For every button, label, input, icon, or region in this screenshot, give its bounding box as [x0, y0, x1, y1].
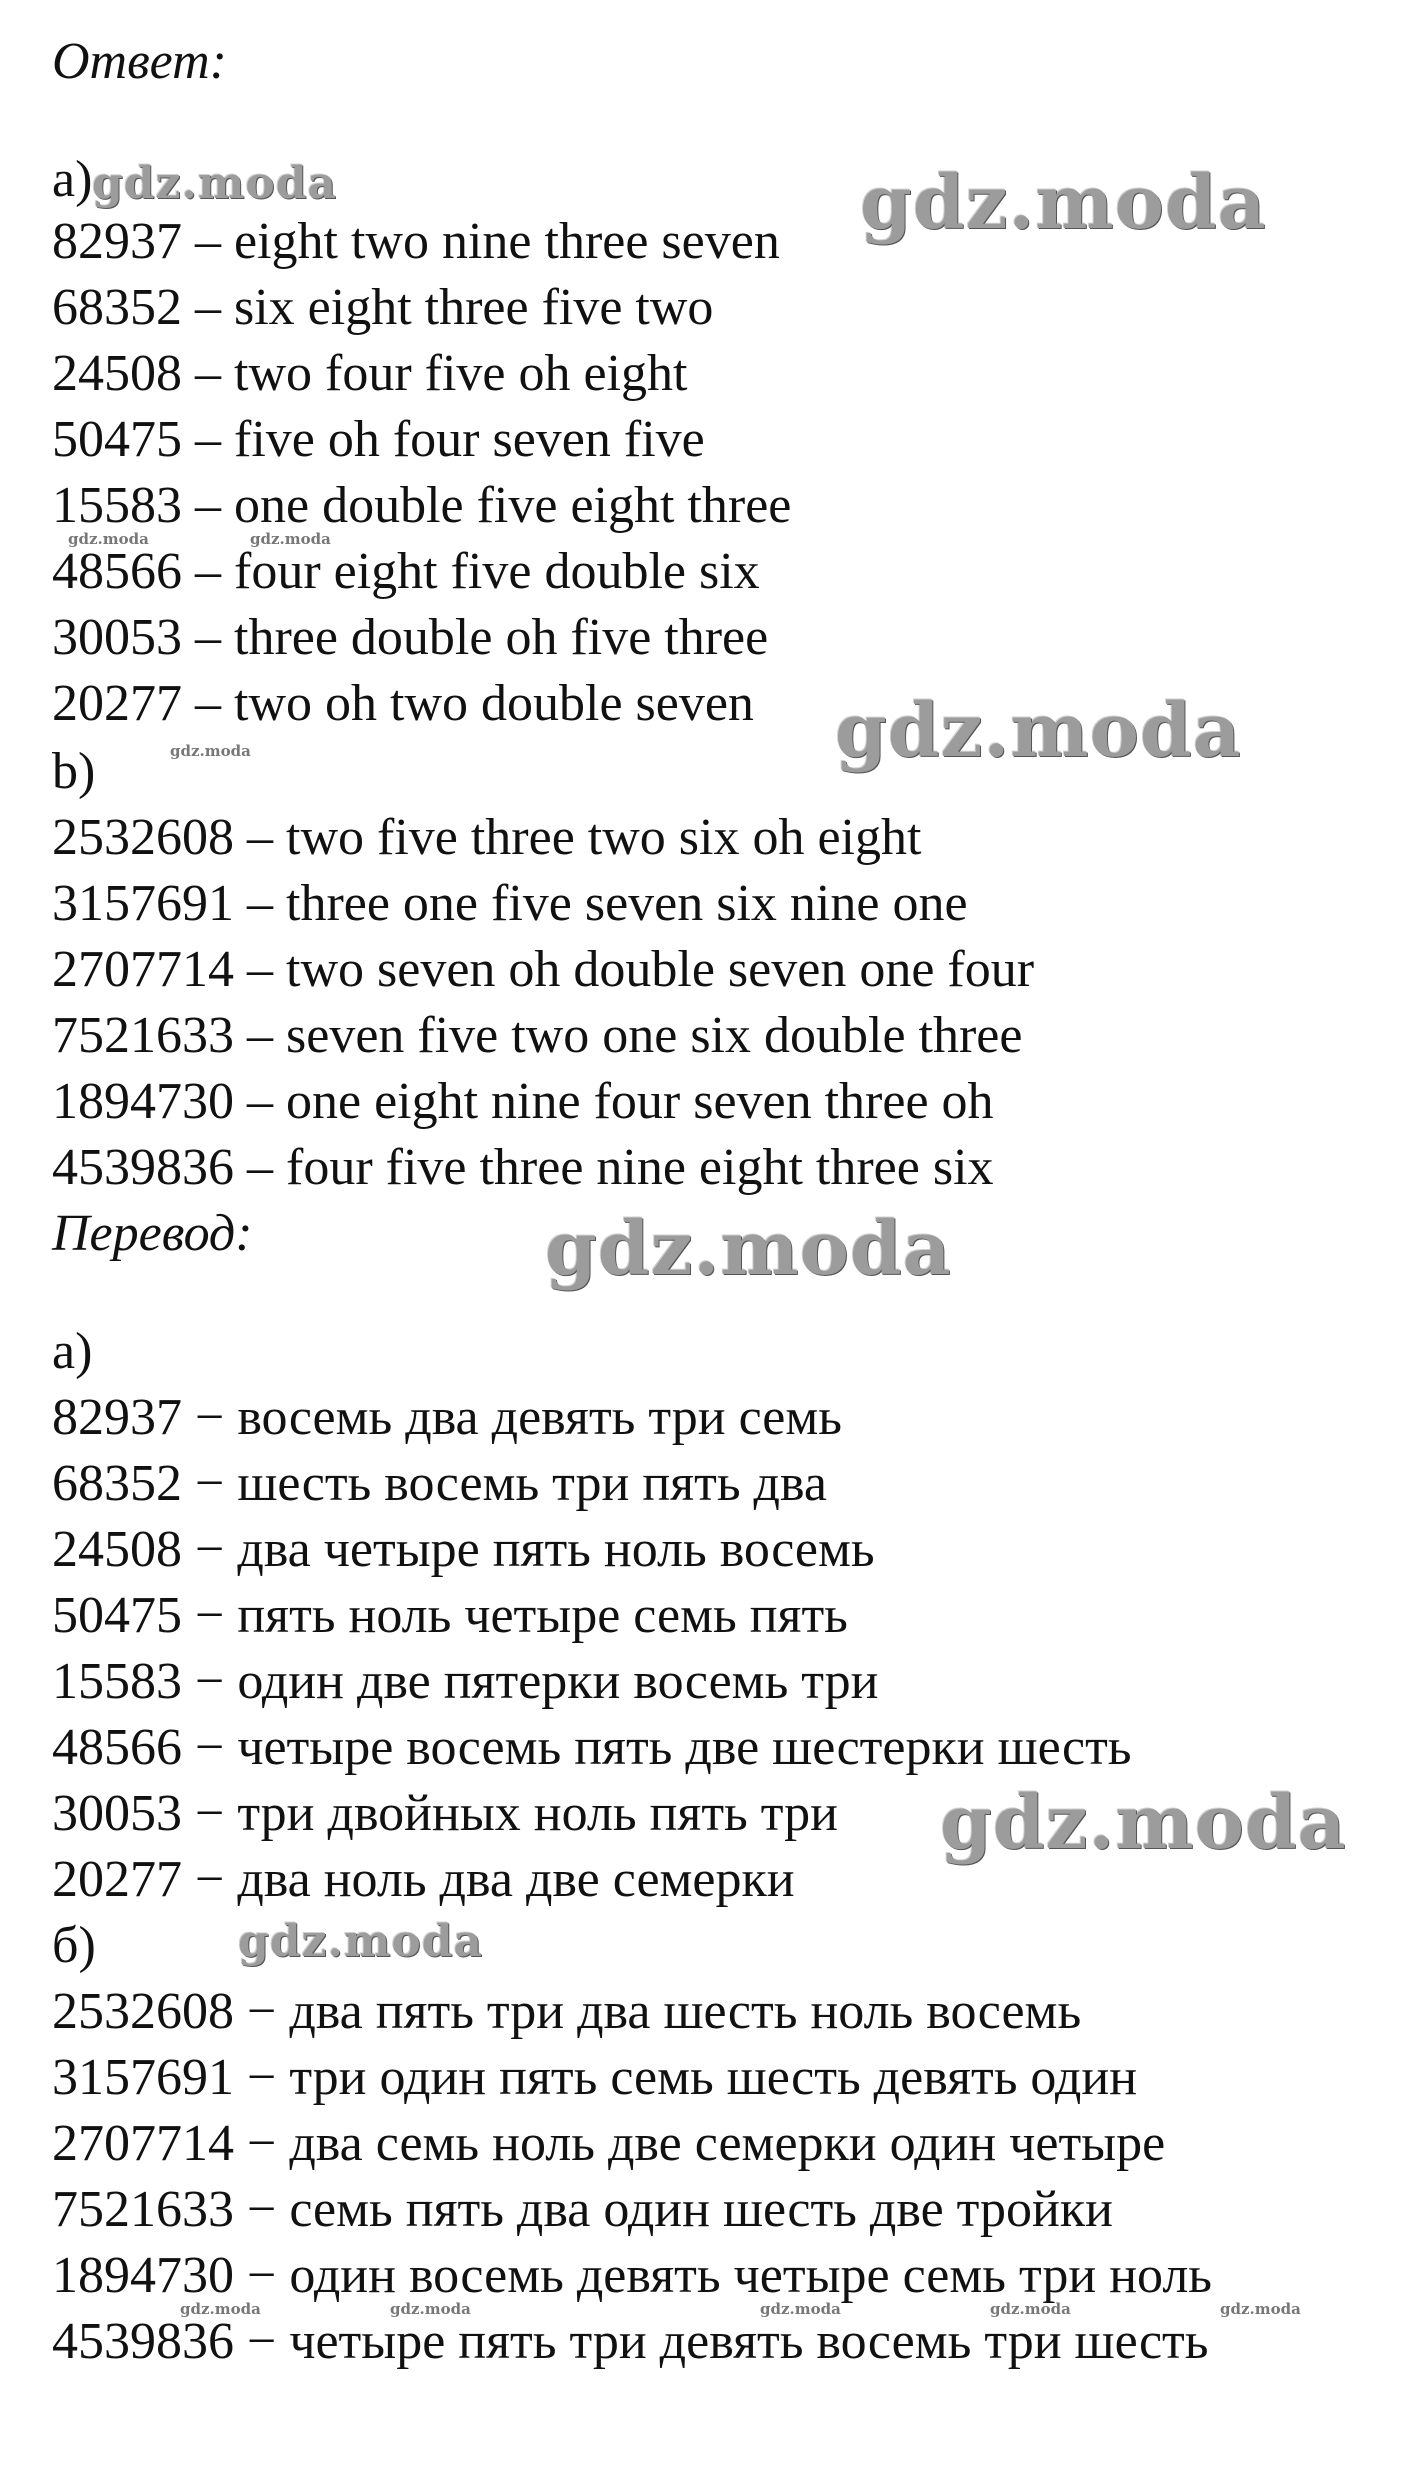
answer-line: 2707714 – two seven oh double seven one four	[52, 941, 1035, 998]
answer-line: 15583 – one double five eight three	[52, 477, 792, 534]
answer-line: 48566 – four eight five double six	[52, 543, 760, 600]
watermark: gdz.moda	[545, 1206, 952, 1292]
translation-line: 24508 − два четыре пять ноль восемь	[52, 1521, 875, 1578]
translation-line: 50475 − пять ноль четыре семь пять	[52, 1587, 848, 1644]
translation-a-label: а)	[52, 1323, 93, 1380]
translation-line: 20277 − два ноль два две семерки	[52, 1851, 795, 1908]
watermark: gdz.moda	[170, 742, 251, 760]
translation-line: 30053 − три двойных ноль пять три	[52, 1785, 838, 1842]
watermark: gdz.moda	[990, 2300, 1071, 2318]
translation-line: 4539836 − четыре пять три девять восемь три шесть	[52, 2313, 1209, 2370]
translation-line: 2532608 − два пять три два шесть ноль восемь	[52, 1983, 1082, 2040]
watermark: gdz.moda	[250, 530, 331, 548]
watermark: gdz.moda	[238, 1916, 484, 1967]
answer-line: 30053 – three double oh five three	[52, 609, 769, 666]
translation-line: 48566 − четыре восемь пять две шестерки шесть	[52, 1719, 1132, 1776]
section-a-label: a)	[52, 151, 93, 208]
watermark: gdz.moda	[940, 1780, 1347, 1866]
answer-line: 7521633 – seven five two one six double three	[52, 1007, 1023, 1064]
watermark: gdz.moda	[390, 2300, 471, 2318]
watermark: gdz.moda	[180, 2300, 261, 2318]
translation-line: 3157691 − три один пять семь шесть девять один	[52, 2049, 1138, 2106]
watermark: gdz.moda	[68, 530, 149, 548]
translation-line: 7521633 − семь пять два один шесть две тройки	[52, 2181, 1113, 2238]
answer-heading: Ответ:	[52, 33, 227, 90]
translation-b-label: б)	[52, 1917, 96, 1974]
answer-line: 1894730 – one eight nine four seven three oh	[52, 1073, 994, 1130]
translation-line: 68352 − шесть восемь три пять два	[52, 1455, 827, 1512]
translation-line: 15583 − один две пятерки восемь три	[52, 1653, 879, 1710]
answer-line: 82937 – eight two nine three seven	[52, 213, 780, 270]
answer-line: 68352 – six eight three five two	[52, 279, 714, 336]
watermark: gdz.moda	[835, 688, 1242, 774]
translation-line: 82937 − восемь два девять три семь	[52, 1389, 843, 1446]
translation-line: 2707714 − два семь ноль две семерки один четыре	[52, 2115, 1166, 2172]
watermark: gdz.moda	[860, 160, 1267, 246]
watermark: gdz.moda	[1220, 2300, 1301, 2318]
answer-line: 24508 – two four five oh eight	[52, 345, 688, 402]
answer-line: 2532608 – two five three two six oh eight	[52, 809, 922, 866]
answer-line: 20277 – two oh two double seven	[52, 675, 754, 732]
watermark: gdz.moda	[92, 158, 338, 209]
watermark: gdz.moda	[760, 2300, 841, 2318]
answer-line: 50475 – five oh four seven five	[52, 411, 705, 468]
translation-line: 1894730 − один восемь девять четыре семь три ноль	[52, 2247, 1212, 2304]
translation-heading: Перевод:	[52, 1205, 253, 1262]
section-b-label: b)	[52, 743, 96, 800]
answer-line: 3157691 – three one five seven six nine one	[52, 875, 968, 932]
answer-line: 4539836 – four five three nine eight three six	[52, 1139, 994, 1196]
